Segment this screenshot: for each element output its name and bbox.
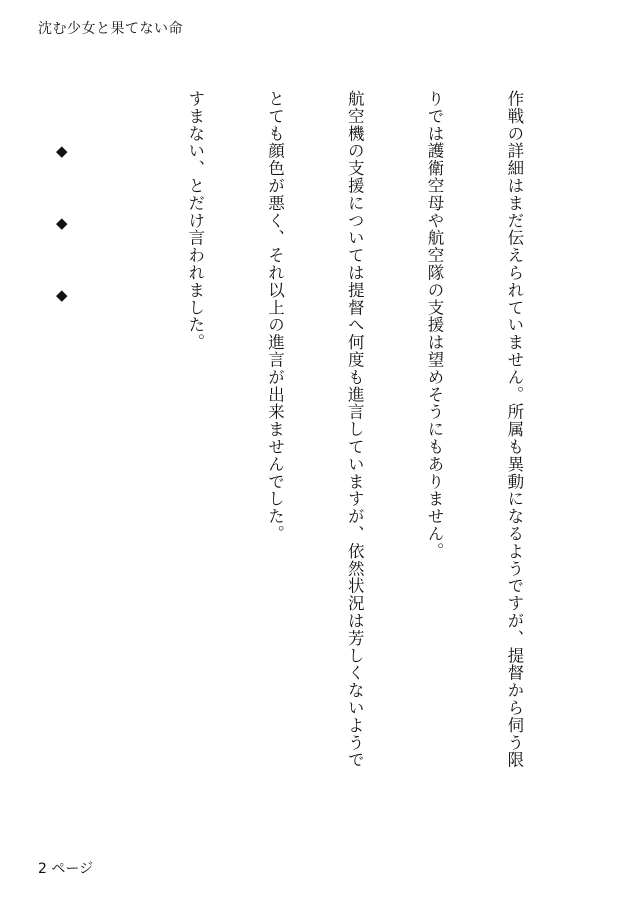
page-number: 2 ページ: [38, 861, 94, 877]
section-divider: ◆◆◆: [52, 142, 71, 358]
document-title: 沈む少女と果てない命: [38, 21, 183, 37]
text-line: とても顔色が悪く、それ以上の進言が出来ませんでした。: [265, 90, 285, 543]
text-line: りでは護衛空母や航空隊の支援は望めそうにもありません。: [425, 90, 445, 560]
vertical-text-body: [52, 90, 580, 830]
text-line: 作戦の詳細はまだ伝えられていません。所属も異動になるようですが、提督から伺う限: [504, 90, 524, 769]
text-line: 航空機の支援については提督へ何度も進言していますが、依然状況は芳しくないようで: [345, 90, 365, 769]
text-line: すまない、とだけ言われました。: [185, 90, 205, 351]
